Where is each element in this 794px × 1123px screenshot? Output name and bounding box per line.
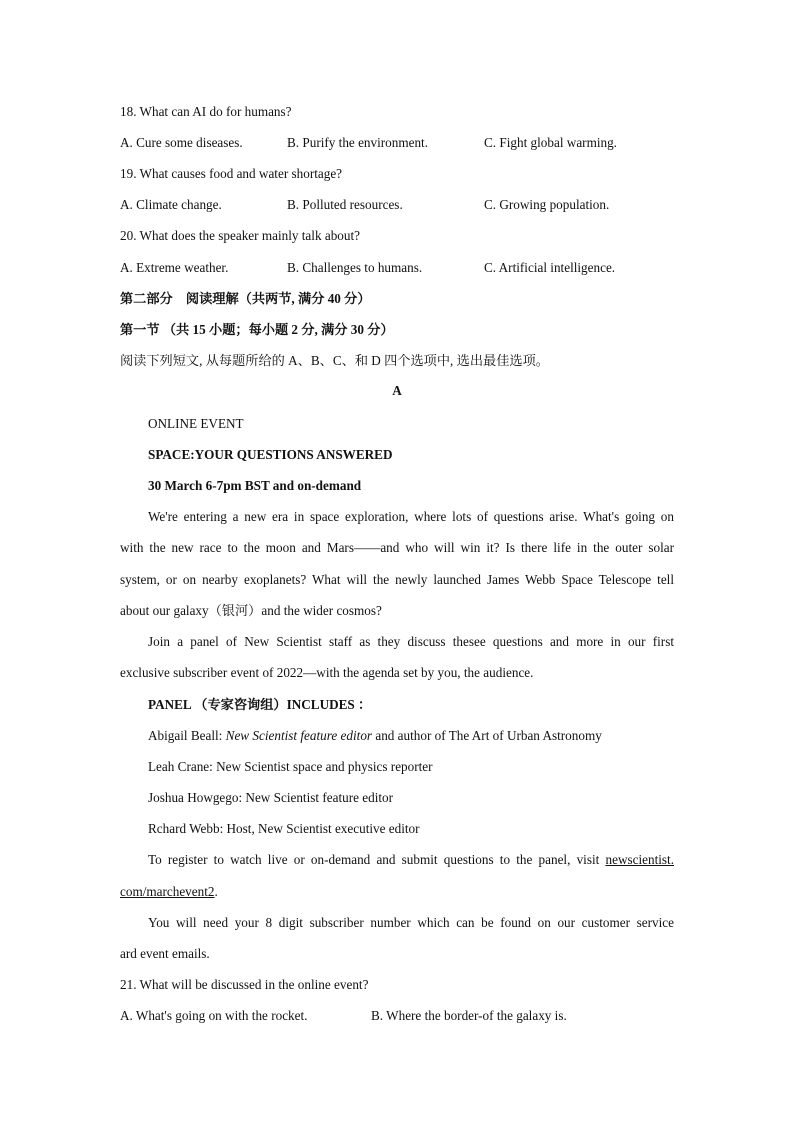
question-19-options bbox=[120, 196, 674, 214]
event-line-1: ONLINE EVENT bbox=[148, 416, 244, 431]
register-line-1 bbox=[148, 851, 674, 869]
panel-abigail-role: New Scientist feature editor bbox=[225, 728, 373, 743]
subscriber-line-1: You will need your 8 digit subscriber number which can be found on our customer service bbox=[148, 915, 674, 930]
panel-joshua: Joshua Howgego: New Scientist feature editor bbox=[148, 790, 394, 805]
register-link-part2[interactable]: com/marchevent2 bbox=[120, 884, 215, 899]
para1-line-4: about our galaxy（银河）and the wider cosmos? bbox=[120, 603, 382, 618]
option-a: A. What's going on with the rocket. bbox=[120, 1008, 308, 1023]
option-a: A. Extreme weather. bbox=[120, 260, 229, 275]
instructions: 阅读下列短文, 从每题所给的 A、B、C、和 D 四个选项中, 选出最佳选项。 bbox=[120, 353, 549, 368]
para1-line-2: with the new race to the moon and Mars——and who will win it? Is there life in the outer solar bbox=[120, 540, 674, 555]
panel-leah: Leah Crane: New Scientist space and physics reporter bbox=[148, 759, 433, 774]
register-link-part1[interactable]: newscientist. bbox=[605, 852, 674, 867]
section1-heading: 第一节 （共 15 小题；每小题 2 分, 满分 30 分） bbox=[120, 322, 394, 337]
para2-line-1: Join a panel of New Scientist staff as they discuss thesee questions and more in our first bbox=[148, 634, 674, 649]
option-c: C. Artificial intelligence. bbox=[484, 260, 616, 275]
option-c: C. Growing population. bbox=[484, 197, 610, 212]
register-text: To register to watch live or on-demand and submit questions to the panel, visit bbox=[148, 852, 606, 867]
question-21-options bbox=[120, 1007, 674, 1025]
para2-line-2: exclusive subscriber event of 2022—with the agenda set by you, the audience. bbox=[120, 665, 534, 680]
panel-abigail bbox=[148, 727, 602, 745]
question-18-options bbox=[120, 134, 674, 152]
option-a: A. Cure some diseases. bbox=[120, 135, 243, 150]
panel-abigail-name: Abigail Beall: bbox=[148, 728, 226, 743]
register-end: . bbox=[214, 884, 218, 899]
para1-line-3: system, or on nearby exoplanets? What will the newly launched James Webb Space Telescope tell bbox=[120, 572, 674, 587]
panel-abigail-rest: and author of The Art of Urban Astronomy bbox=[372, 728, 602, 743]
option-b: B. Where the border-of the galaxy is. bbox=[371, 1008, 567, 1023]
event-line-3: 30 March 6-7pm BST and on-demand bbox=[148, 478, 362, 493]
subscriber-line-2: ard event emails. bbox=[120, 946, 210, 961]
passage-label: A bbox=[392, 383, 402, 398]
question-20-stem: 20. What does the speaker mainly talk about? bbox=[120, 228, 360, 243]
option-c: C. Fight global warming. bbox=[484, 135, 617, 150]
option-b: B. Purify the environment. bbox=[287, 135, 429, 150]
event-line-2: SPACE:YOUR QUESTIONS ANSWERED bbox=[148, 447, 393, 462]
option-b: B. Challenges to humans. bbox=[287, 260, 423, 275]
question-18-stem: 18. What can AI do for humans? bbox=[120, 104, 292, 119]
panel-richard: Rchard Webb: Host, New Scientist executive editor bbox=[148, 821, 420, 836]
register-line-2 bbox=[120, 883, 218, 901]
question-19-stem: 19. What causes food and water shortage? bbox=[120, 166, 343, 181]
panel-heading: PANEL （专家咨询组）INCLUDES ： bbox=[148, 697, 372, 712]
question-21-stem: 21. What will be discussed in the online event? bbox=[120, 977, 369, 992]
part2-heading: 第二部分 阅读理解（共两节, 满分 40 分） bbox=[120, 291, 371, 306]
question-20-options bbox=[120, 259, 674, 277]
option-a: A. Climate change. bbox=[120, 197, 222, 212]
para1-line-1: We're entering a new era in space exploration, where lots of questions arise. What's going on bbox=[148, 509, 674, 524]
option-b: B. Polluted resources. bbox=[287, 197, 403, 212]
